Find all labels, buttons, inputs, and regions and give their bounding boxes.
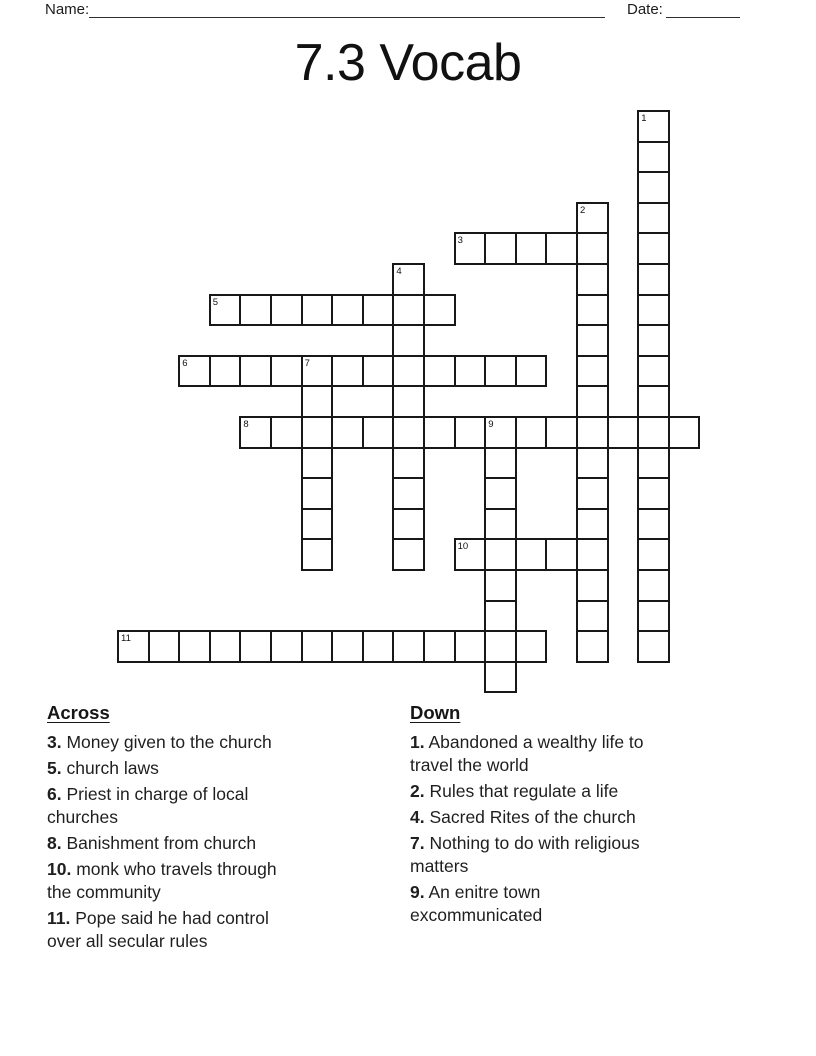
grid-cell — [484, 661, 517, 694]
grid-cell — [209, 630, 242, 663]
grid-cell — [392, 294, 425, 327]
grid-cell — [637, 600, 670, 633]
grid-cell — [515, 538, 548, 571]
grid-cell — [637, 202, 670, 235]
grid-cell — [178, 630, 211, 663]
grid-cell — [270, 630, 303, 663]
grid-cell — [576, 416, 609, 449]
grid-cell — [392, 630, 425, 663]
date-label: Date: — [627, 1, 663, 18]
cell-number: 7 — [304, 357, 310, 369]
clue-item: 4. Sacred Rites of the church — [410, 807, 636, 827]
grid-cell — [637, 416, 670, 449]
page-title: 7.3 Vocab — [294, 34, 522, 92]
grid-cell — [423, 294, 456, 327]
clue-item: 2. Rules that regulate a life — [410, 781, 619, 801]
grid-cell — [392, 385, 425, 418]
grid-cell — [392, 355, 425, 388]
clue-number: 9. — [410, 882, 425, 902]
grid-cell — [515, 355, 548, 388]
grid-cell — [362, 294, 395, 327]
grid-cell — [454, 630, 487, 663]
grid-cell — [484, 569, 517, 602]
grid-cell — [576, 630, 609, 663]
grid-cell — [515, 630, 548, 663]
clue-item: 11. Pope said he had control over all secular rules — [47, 908, 269, 951]
grid-cell — [454, 416, 487, 449]
cell-number: 9 — [488, 419, 494, 430]
grid-cell — [637, 324, 670, 357]
grid-cell — [392, 538, 425, 571]
grid-cell — [209, 355, 242, 388]
grid-cell — [576, 294, 609, 327]
grid-cell — [301, 416, 334, 449]
down-heading: Down — [410, 702, 461, 723]
grid-cell — [423, 355, 456, 388]
grid-cell — [301, 477, 334, 510]
cell-number: 6 — [182, 357, 188, 369]
grid-cell — [301, 508, 334, 541]
grid-cell — [576, 263, 609, 296]
grid-cell — [637, 477, 670, 510]
grid-cell — [576, 569, 609, 602]
grid-cell — [454, 355, 487, 388]
grid-cell — [576, 538, 609, 571]
grid-cell — [239, 294, 272, 327]
grid-cell — [270, 416, 303, 449]
grid-cell — [301, 447, 334, 480]
grid-cell — [331, 294, 364, 327]
clue-item: 6. Priest in charge of local churches — [47, 784, 249, 827]
name-label: Name: — [45, 1, 90, 18]
grid-cell — [331, 355, 364, 388]
grid-cell — [270, 355, 303, 388]
grid-cell — [515, 416, 548, 449]
grid-cell — [392, 324, 425, 357]
grid-cell — [301, 385, 334, 418]
grid-cell — [484, 232, 517, 265]
cell-number: 11 — [121, 633, 131, 645]
grid-cell — [270, 294, 303, 327]
clue-item: 7. Nothing to do with religious matters — [410, 833, 640, 876]
grid-cell — [637, 508, 670, 541]
grid-cell — [637, 385, 670, 418]
grid-cell — [607, 416, 640, 449]
clue-number: 7. — [410, 833, 425, 853]
grid-cell — [392, 477, 425, 510]
grid-cell — [484, 447, 517, 480]
grid-cell — [392, 447, 425, 480]
grid-cell — [362, 416, 395, 449]
grid-cell — [545, 416, 578, 449]
across-clue-list — [47, 731, 399, 953]
clue-number: 8. — [47, 833, 62, 853]
grid-cell — [301, 538, 334, 571]
clue-item: 5. church laws — [47, 758, 159, 778]
clue-item: 3. Money given to the church — [47, 732, 272, 752]
grid-cell — [484, 600, 517, 633]
grid-cell — [545, 232, 578, 265]
grid-cell — [362, 355, 395, 388]
grid-cell — [576, 447, 609, 480]
down-clues-section — [410, 702, 775, 930]
grid-cell — [484, 508, 517, 541]
grid-cell — [331, 416, 364, 449]
cell-number: 1 — [641, 113, 647, 124]
grid-cell — [576, 355, 609, 388]
grid-cell — [484, 630, 517, 663]
cell-number: 8 — [243, 419, 249, 430]
grid-cell — [301, 294, 334, 327]
grid-cell — [637, 355, 670, 388]
grid-cell — [484, 538, 517, 571]
clue-item: 1. Abandoned a wealthy life to travel the world — [410, 732, 644, 775]
grid-cell — [392, 508, 425, 541]
clue-item: 9. An enitre town excommunicated — [410, 882, 543, 925]
clue-number: 2. — [410, 781, 425, 801]
grid-cell — [239, 630, 272, 663]
grid-cell — [545, 538, 578, 571]
clue-number: 11. — [47, 908, 71, 928]
clue-item: 8. Banishment from church — [47, 833, 257, 853]
across-heading: Across — [47, 702, 110, 723]
clue-item: 10. monk who travels through the community — [47, 859, 277, 902]
cell-number: 4 — [396, 266, 402, 277]
down-clue-list — [410, 731, 775, 927]
grid-cell — [637, 447, 670, 480]
grid-cell — [637, 569, 670, 602]
grid-cell — [362, 630, 395, 663]
grid-cell — [637, 232, 670, 265]
grid-cell — [668, 416, 701, 449]
grid-cell — [423, 416, 456, 449]
grid-cell — [515, 232, 548, 265]
across-clues-section — [47, 702, 399, 956]
grid-cell — [637, 630, 670, 663]
clue-number: 4. — [410, 807, 425, 827]
grid-cell — [239, 355, 272, 388]
grid-cell — [484, 355, 517, 388]
grid-cell — [484, 477, 517, 510]
clue-number: 3. — [47, 732, 62, 752]
clue-number: 5. — [47, 758, 62, 778]
grid-cell — [637, 538, 670, 571]
grid-cell — [423, 630, 456, 663]
grid-cell — [637, 171, 670, 204]
clue-number: 10. — [47, 859, 72, 879]
grid-cell — [576, 324, 609, 357]
clue-number: 1. — [410, 732, 425, 752]
grid-cell — [637, 263, 670, 296]
grid-cell — [576, 385, 609, 418]
grid-cell — [576, 232, 609, 265]
cell-number: 3 — [457, 235, 463, 247]
grid-cell — [392, 416, 425, 449]
grid-cell — [576, 508, 609, 541]
grid-cell — [637, 294, 670, 327]
grid-cell — [331, 630, 364, 663]
grid-cell — [576, 600, 609, 633]
grid-cell — [576, 477, 609, 510]
cell-number: 10 — [457, 541, 469, 553]
clue-number: 6. — [47, 784, 62, 804]
grid-cell — [637, 141, 670, 174]
cell-number: 5 — [212, 296, 219, 308]
grid-cell — [148, 630, 181, 663]
cell-number: 2 — [580, 204, 586, 216]
grid-cell — [301, 630, 334, 663]
